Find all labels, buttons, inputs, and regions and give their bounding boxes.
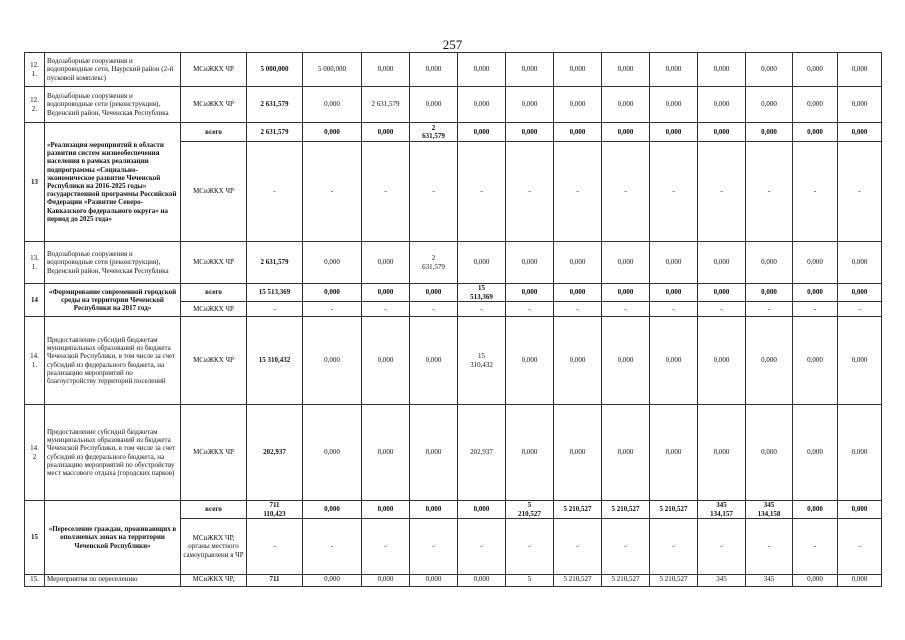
value-cell: 0,000 (698, 242, 746, 284)
value-cell: - (458, 142, 506, 242)
value-cell: 2 631,579 (410, 123, 458, 142)
value-cell: - (602, 142, 650, 242)
value-cell: 0,000 (793, 317, 838, 405)
value-cell: 0,000 (362, 405, 410, 501)
value-cell: 0,000 (793, 53, 838, 87)
value-cell: 0,000 (303, 405, 362, 501)
row-executor: МСиЖКХ ЧР, органы местного самоуправлени я ЧР (181, 519, 247, 575)
value-cell: - (506, 519, 554, 575)
value-cell: 202,937 (247, 405, 303, 501)
value-cell: - (698, 142, 746, 242)
value-cell: 0,000 (506, 87, 554, 123)
value-cell: 0,000 (303, 123, 362, 142)
row-number: 14. 1. (25, 317, 45, 405)
value-cell: 0,000 (458, 123, 506, 142)
value-cell: 0,000 (746, 53, 793, 87)
value-cell: 0,000 (458, 575, 506, 587)
row-executor: МСиЖКХ ЧР, (181, 575, 247, 587)
value-cell: - (793, 302, 838, 317)
value-cell: 0,000 (698, 87, 746, 123)
value-cell: 0,000 (506, 317, 554, 405)
row-description: Предоставление субсидий бюджетам муниципальных образований из бюджета Чеченской Республики, в том числе за счет субсидий из федерального бюджета, на реализацию мероприятий по благоустройству территорий поселений (45, 317, 181, 405)
page-number: 257 (442, 37, 463, 52)
value-cell: 5 210,527 (506, 501, 554, 519)
value-cell: 2 631,579 (247, 87, 303, 123)
value-cell: - (698, 302, 746, 317)
table-row (25, 317, 882, 405)
value-cell: 0,000 (838, 284, 882, 302)
value-cell: 0,000 (650, 123, 698, 142)
row-number: 13 (25, 123, 45, 242)
value-cell: 15 513,369 (458, 284, 506, 302)
value-cell: - (554, 519, 602, 575)
value-cell: 2 631,579 (410, 242, 458, 284)
table-row (25, 242, 882, 284)
value-cell: 0,000 (303, 284, 362, 302)
value-cell: 2 631,579 (247, 242, 303, 284)
value-cell: 5 210,527 (602, 575, 650, 587)
value-cell: 0,000 (793, 405, 838, 501)
value-cell: - (650, 302, 698, 317)
value-cell: 0,000 (554, 242, 602, 284)
value-cell: - (247, 302, 303, 317)
value-cell: 5 210,527 (650, 575, 698, 587)
value-cell: 345 134,158 (746, 501, 793, 519)
table-row (25, 123, 882, 142)
value-cell: - (458, 519, 506, 575)
value-cell: 0,000 (793, 87, 838, 123)
value-cell: - (458, 302, 506, 317)
value-cell: 0,000 (838, 501, 882, 519)
value-cell: 0,000 (650, 87, 698, 123)
value-cell: 0,000 (303, 242, 362, 284)
row-executor: МСиЖКХ ЧР (181, 53, 247, 87)
value-cell: - (410, 142, 458, 242)
value-cell: 0,000 (362, 123, 410, 142)
value-cell: - (303, 519, 362, 575)
value-cell: 0,000 (793, 575, 838, 587)
row-description: Предоставление субсидий бюджетам муниципальных образований из бюджета Чеченской Республики, в том числе за счет субсидий из федерального бюджета, на реализацию мероприятий по обустройству мест массового отдыха (городских парков) (45, 405, 181, 501)
row-description: «Переселение граждан, проживающих в оползневых зонах на территории Чеченской Республики» (45, 501, 181, 575)
value-cell: 0,000 (838, 53, 882, 87)
value-cell: 0,000 (698, 284, 746, 302)
value-cell: 0,000 (458, 53, 506, 87)
value-cell: - (362, 302, 410, 317)
value-cell: 0,000 (303, 87, 362, 123)
value-cell: - (650, 519, 698, 575)
value-cell: 0,000 (458, 242, 506, 284)
value-cell: 0,000 (650, 405, 698, 501)
value-cell: - (303, 142, 362, 242)
table-row (25, 53, 882, 87)
value-cell: - (554, 302, 602, 317)
row-number: 13. 1. (25, 242, 45, 284)
table-row (25, 501, 882, 519)
value-cell: 0,000 (458, 87, 506, 123)
value-cell: 0,000 (793, 284, 838, 302)
value-cell: 5 210,527 (554, 575, 602, 587)
value-cell: 0,000 (303, 317, 362, 405)
value-cell: 0,000 (746, 405, 793, 501)
table-body (25, 53, 882, 587)
value-cell: 0,000 (362, 53, 410, 87)
value-cell: - (650, 142, 698, 242)
row-description: Мероприятия по переселению (45, 575, 181, 587)
row-executor: МСиЖКХ ЧР (181, 317, 247, 405)
value-cell: - (793, 142, 838, 242)
value-cell: 2 631,579 (247, 123, 303, 142)
row-description: Водозаборные сооружения и водопроводные сети (реконструкция), Веденский район, Чеченская Республика (45, 242, 181, 284)
row-number: 14. 2 (25, 405, 45, 501)
value-cell: - (746, 302, 793, 317)
row-executor: МСиЖКХ ЧР (181, 302, 247, 317)
row-description: Водозаборные сооружения и водопроводные сети (реконструкция), Веденский район, Чеченская Республика (45, 87, 181, 123)
value-cell: 0,000 (410, 87, 458, 123)
value-cell: - (303, 302, 362, 317)
value-cell: 0,000 (838, 242, 882, 284)
value-cell: - (838, 302, 882, 317)
row-description: «Реализация мероприятий в области развития систем жизнеобеспечения населения в рамках реализации подпрограммы «Социально-экономическое развитие Чеченской Республики на 2016-2025 годы» государственной программы Российской Федерации «Развитие Северо-Кавказского федерального округа» на период до 2025 года» (45, 123, 181, 242)
value-cell: 0,000 (793, 501, 838, 519)
value-cell: 0,000 (602, 123, 650, 142)
value-cell: 0,000 (362, 501, 410, 519)
value-cell: 0,000 (698, 405, 746, 501)
value-cell: 0,000 (303, 501, 362, 519)
value-cell: 5 000,000 (303, 53, 362, 87)
value-cell: - (506, 142, 554, 242)
value-cell: - (362, 142, 410, 242)
row-number: 15. (25, 575, 45, 587)
row-description: Водозаборные сооружения и водопроводные сети, Наурский район (2-й пусковой комплекс) (45, 53, 181, 87)
row-description: «Формирование современной городской среды на территории Чеченской Республики на 2017 год» (45, 284, 181, 317)
value-cell: 345 134,157 (698, 501, 746, 519)
value-cell: - (698, 519, 746, 575)
value-cell: 0,000 (698, 53, 746, 87)
table-row (25, 405, 882, 501)
value-cell: 0,000 (554, 123, 602, 142)
value-cell: 0,000 (554, 87, 602, 123)
value-cell: 0,000 (362, 242, 410, 284)
value-cell: - (247, 142, 303, 242)
value-cell: 0,000 (410, 575, 458, 587)
value-cell: 0,000 (410, 284, 458, 302)
value-cell: 0,000 (602, 87, 650, 123)
value-cell: - (247, 519, 303, 575)
value-cell: - (410, 519, 458, 575)
value-cell: 5 (506, 575, 554, 587)
value-cell: 0,000 (746, 87, 793, 123)
row-number: 12. 2. (25, 87, 45, 123)
value-cell: - (838, 142, 882, 242)
value-cell: 0,000 (554, 53, 602, 87)
value-cell: - (602, 302, 650, 317)
value-cell: 0,000 (602, 317, 650, 405)
table-row (25, 575, 882, 587)
value-cell: 15 310,432 (458, 317, 506, 405)
value-cell: 0,000 (506, 53, 554, 87)
value-cell: 0,000 (793, 242, 838, 284)
value-cell: 0,000 (410, 405, 458, 501)
value-cell: 0,000 (746, 242, 793, 284)
value-cell: - (746, 142, 793, 242)
row-executor: всего (181, 284, 247, 302)
value-cell: 0,000 (602, 405, 650, 501)
value-cell: - (838, 519, 882, 575)
row-number: 15 (25, 501, 45, 575)
value-cell: 0,000 (838, 87, 882, 123)
row-number: 14 (25, 284, 45, 317)
row-executor: МСиЖКХ ЧР (181, 87, 247, 123)
value-cell: 0,000 (698, 123, 746, 142)
value-cell: 0,000 (506, 405, 554, 501)
value-cell: - (554, 142, 602, 242)
row-executor: МСиЖКХ ЧР (181, 405, 247, 501)
value-cell: 0,000 (838, 123, 882, 142)
value-cell: 0,000 (602, 284, 650, 302)
value-cell: 0,000 (838, 317, 882, 405)
value-cell: 5 000,000 (247, 53, 303, 87)
table-row (25, 87, 882, 123)
value-cell: 5 210,527 (602, 501, 650, 519)
value-cell: 0,000 (554, 405, 602, 501)
value-cell: 0,000 (650, 53, 698, 87)
value-cell: 0,000 (838, 575, 882, 587)
value-cell: 0,000 (458, 501, 506, 519)
value-cell: 0,000 (746, 123, 793, 142)
value-cell: 202,937 (458, 405, 506, 501)
value-cell: 0,000 (793, 123, 838, 142)
row-executor: всего (181, 501, 247, 519)
value-cell: 345 (698, 575, 746, 587)
value-cell: 711 110,423 (247, 501, 303, 519)
value-cell: 0,000 (554, 317, 602, 405)
row-executor: МСиЖКХ ЧР (181, 242, 247, 284)
value-cell: 0,000 (602, 53, 650, 87)
value-cell: - (746, 519, 793, 575)
value-cell: 0,000 (838, 405, 882, 501)
value-cell: 0,000 (303, 575, 362, 587)
value-cell: 15 513,369 (247, 284, 303, 302)
row-number: 12. 1. (25, 53, 45, 87)
value-cell: 0,000 (506, 123, 554, 142)
value-cell: 2 631,579 (362, 87, 410, 123)
value-cell: 0,000 (650, 242, 698, 284)
value-cell: 345 (746, 575, 793, 587)
value-cell: 0,000 (650, 284, 698, 302)
value-cell: - (362, 519, 410, 575)
value-cell: 0,000 (698, 317, 746, 405)
value-cell: 0,000 (506, 284, 554, 302)
value-cell: 0,000 (506, 242, 554, 284)
value-cell: 711 (247, 575, 303, 587)
value-cell: 15 310,432 (247, 317, 303, 405)
row-executor: всего (181, 123, 247, 142)
value-cell: 0,000 (650, 317, 698, 405)
table-row (25, 284, 882, 302)
value-cell: 0,000 (746, 317, 793, 405)
value-cell: - (410, 302, 458, 317)
row-executor: МСиЖКХ ЧР (181, 142, 247, 242)
value-cell: 0,000 (410, 317, 458, 405)
value-cell: 5 210,527 (554, 501, 602, 519)
value-cell: - (602, 519, 650, 575)
value-cell: 0,000 (554, 284, 602, 302)
budget-table (24, 52, 882, 587)
value-cell: - (506, 302, 554, 317)
value-cell: - (793, 519, 838, 575)
value-cell: 0,000 (362, 575, 410, 587)
value-cell: 0,000 (362, 317, 410, 405)
value-cell: 0,000 (410, 53, 458, 87)
value-cell: 0,000 (602, 242, 650, 284)
value-cell: 0,000 (362, 284, 410, 302)
value-cell: 0,000 (746, 284, 793, 302)
value-cell: 0,000 (410, 501, 458, 519)
value-cell: 5 210,527 (650, 501, 698, 519)
